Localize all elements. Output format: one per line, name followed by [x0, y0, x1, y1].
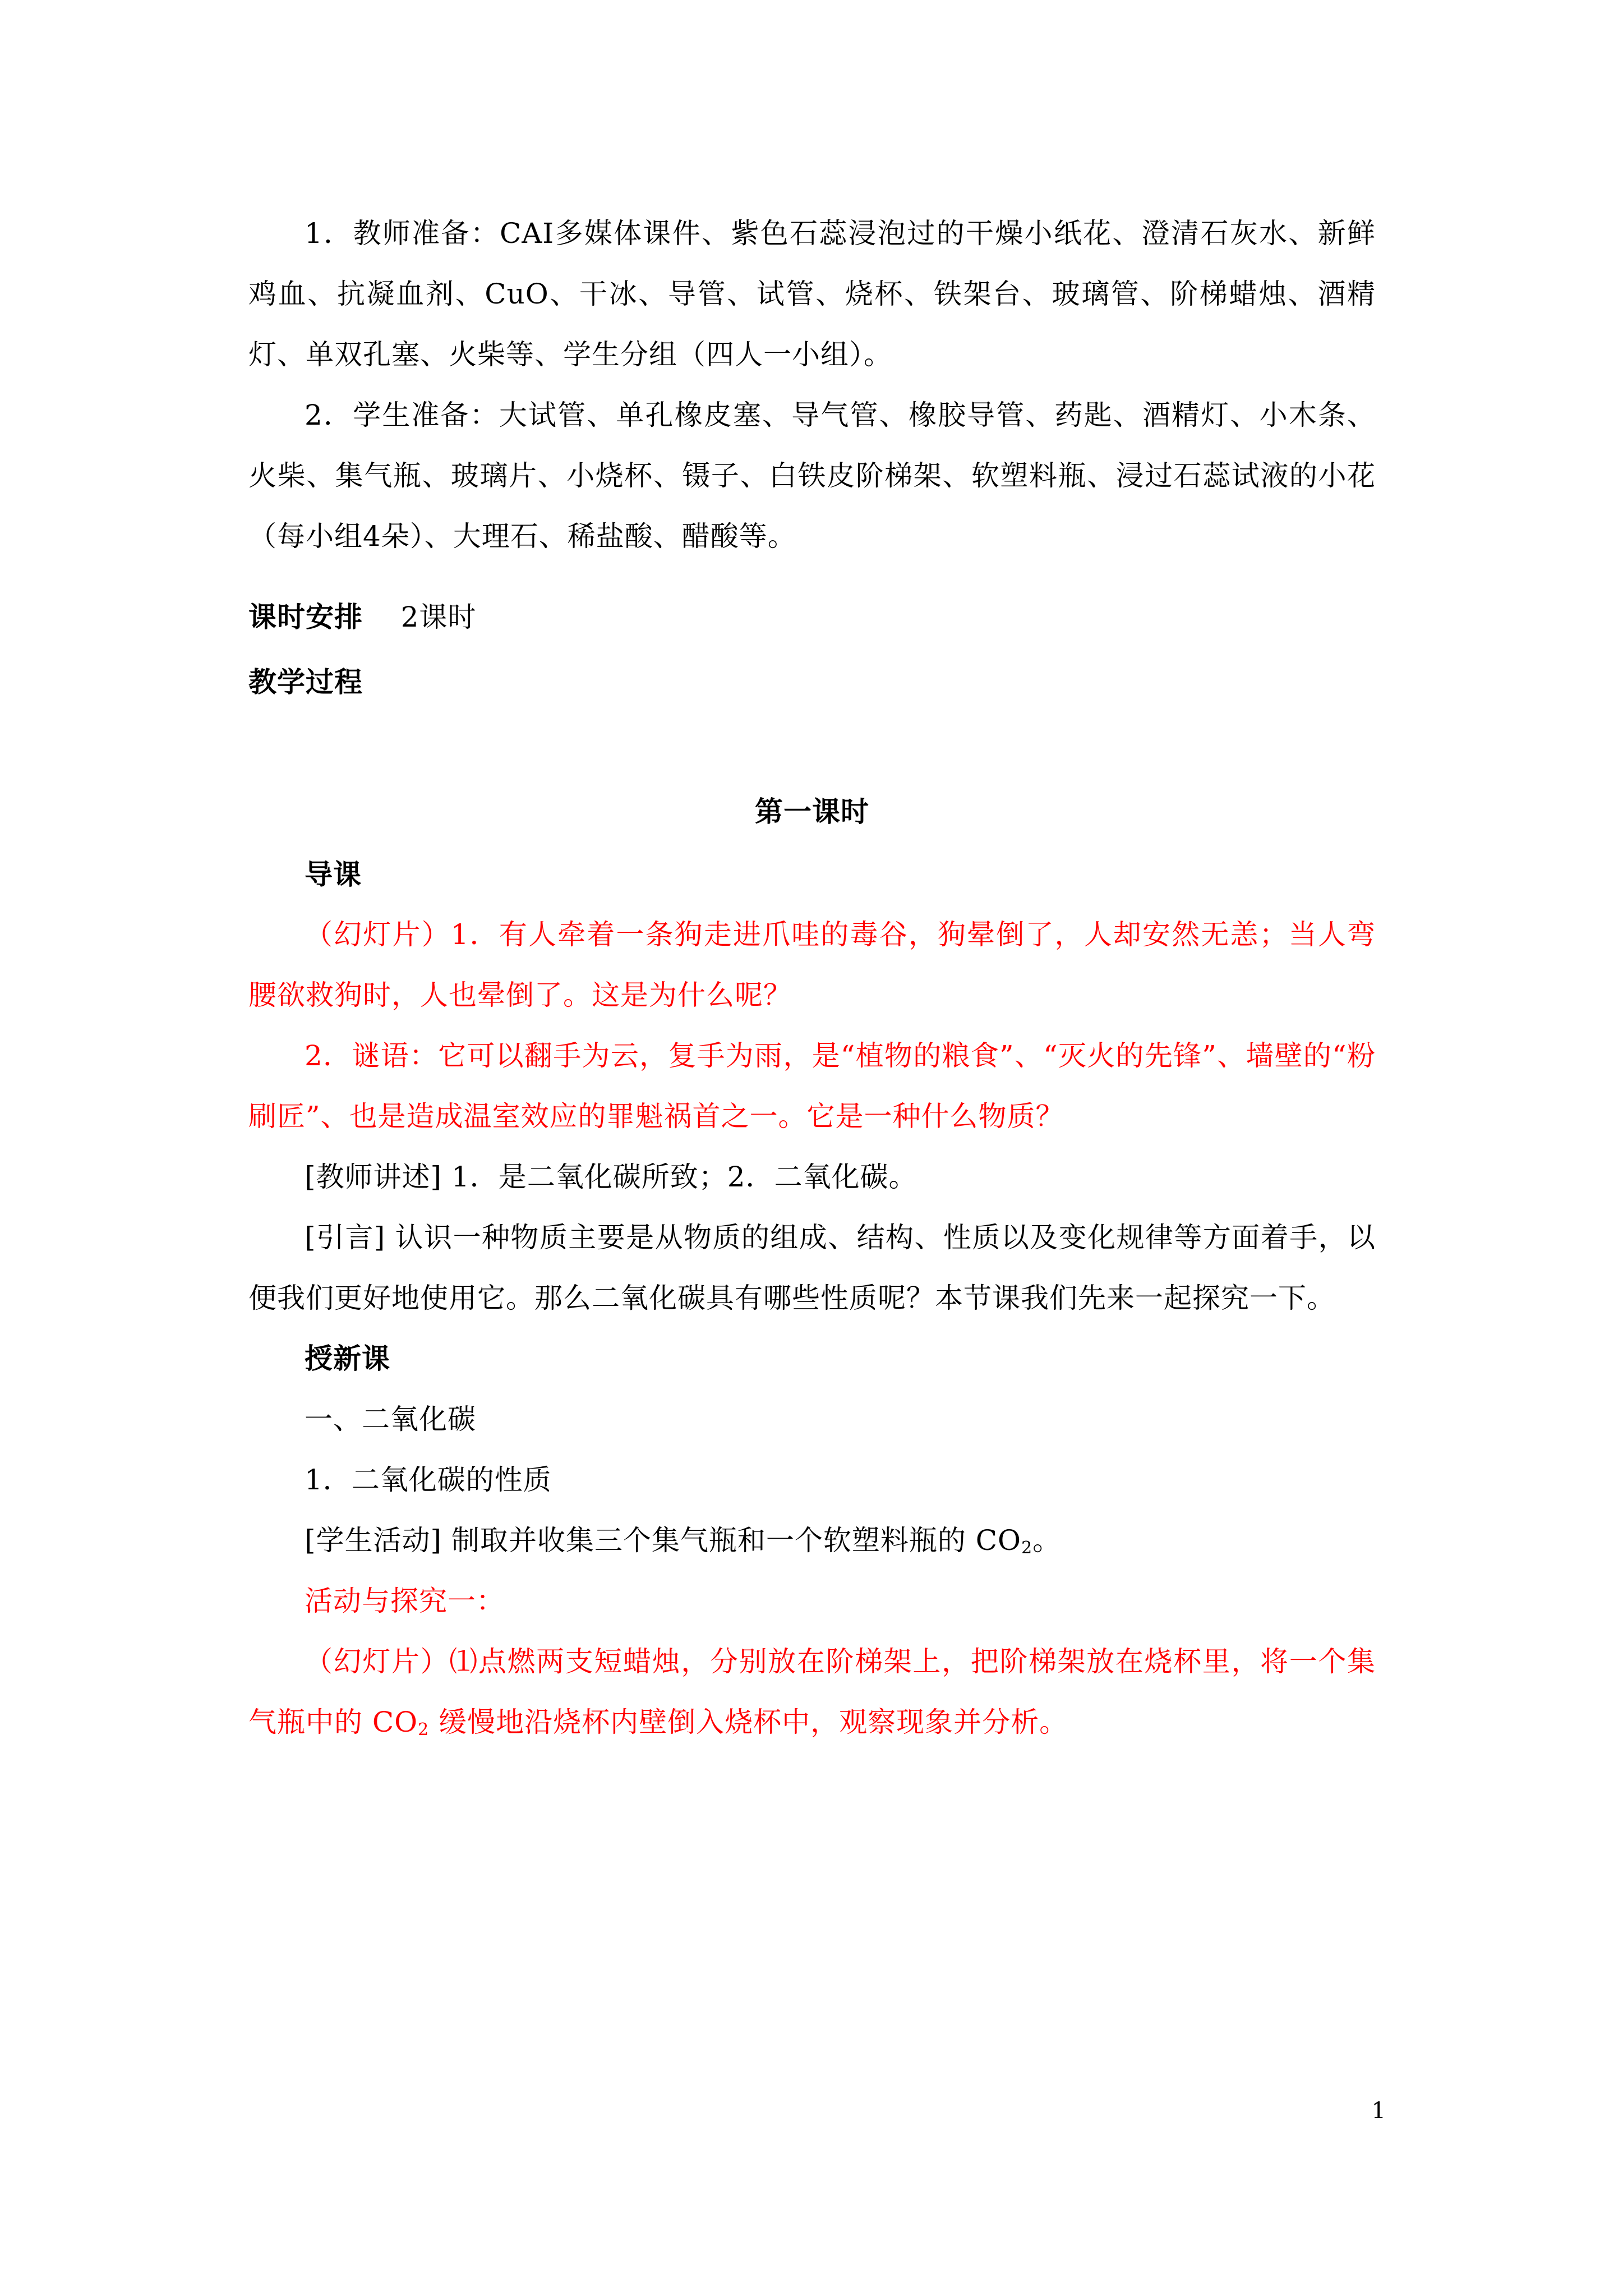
section-co2: 一、二氧化碳 — [305, 1403, 476, 1435]
activity-one-slide — [248, 1631, 1376, 1752]
new-lesson-heading: 授新课 — [305, 1342, 390, 1375]
intro-heading: 导课 — [305, 858, 362, 891]
student-activity-line — [248, 1510, 1376, 1571]
student-prep-paragraph: 2．学生准备：大试管、单孔橡皮塞、导气管、橡胶导管、药匙、酒精灯、小木条、火柴、集气瓶、玻璃片、小烧杯、镊子、白铁皮阶梯架、软塑料瓶、浸过石蕊试液的小花（每小组4朵）、大理石、稀盐酸、醋酸等。 — [248, 399, 1376, 553]
intro-riddle: 2．谜语：它可以翻手为云，复手为雨，是“植物的粮食”、“灭火的先锋”、墙壁的“粉刷匠”、也是造成温室效应的罪魁祸首之一。它是一种什么物质？ — [248, 1039, 1376, 1133]
teacher-prep-paragraph: 1．教师准备：CAI多媒体课件、紫色石蕊浸泡过的干燥小纸花、澄清石灰水、新鲜鸡血、抗凝血剂、CuO、干冰、导管、试管、烧杯、铁架台、玻璃管、阶梯蜡烛、酒精灯、单双孔塞、火柴等、学生分组（四人一小组）。 — [248, 217, 1376, 371]
schedule-label: 课时安排 — [248, 600, 363, 633]
subscript: 2 — [418, 1720, 430, 1740]
subscript: 2 — [1021, 1538, 1033, 1558]
activity-one-heading: 活动与探究一： — [305, 1585, 505, 1617]
student-activity-suffix: 。 — [1032, 1524, 1062, 1557]
student-activity-text: [学生活动] 制取并收集三个集气瓶和一个软塑料瓶的 CO — [305, 1524, 1022, 1557]
schedule-value: 2课时 — [400, 601, 477, 633]
activity-one-suffix: 缓慢地沿烧杯内壁倒入烧杯中，观察现象并分析。 — [429, 1706, 1068, 1738]
activity-one-text: （幻灯片）⑴点燃两支短蜡烛，分别放在阶梯架上，把阶梯架放在烧杯里，将一个集气瓶中的 CO — [248, 1645, 1376, 1738]
teacher-talk: [教师讲述] 1．是二氧化碳所致；2．二氧化碳。 — [305, 1161, 917, 1193]
intro-slide-question: （幻灯片）1．有人牵着一条狗走进爪哇的毒谷，狗晕倒了，人却安然无恙；当人弯腰欲救狗时，人也晕倒了。这是为什么呢？ — [248, 918, 1376, 1011]
teaching-process-heading: 教学过程 — [248, 665, 363, 698]
lesson-title: 第一课时 — [755, 795, 869, 828]
schedule-line — [248, 587, 1376, 647]
subsection-co2-properties: 1．二氧化碳的性质 — [305, 1464, 552, 1496]
preface-paragraph: [引言] 认识一种物质主要是从物质的组成、结构、性质以及变化规律等方面着手，以便我们更好地使用它。那么二氧化碳具有哪些性质呢？本节课我们先来一起探究一下。 — [248, 1221, 1376, 1314]
page-number: 1 — [1371, 2098, 1386, 2124]
